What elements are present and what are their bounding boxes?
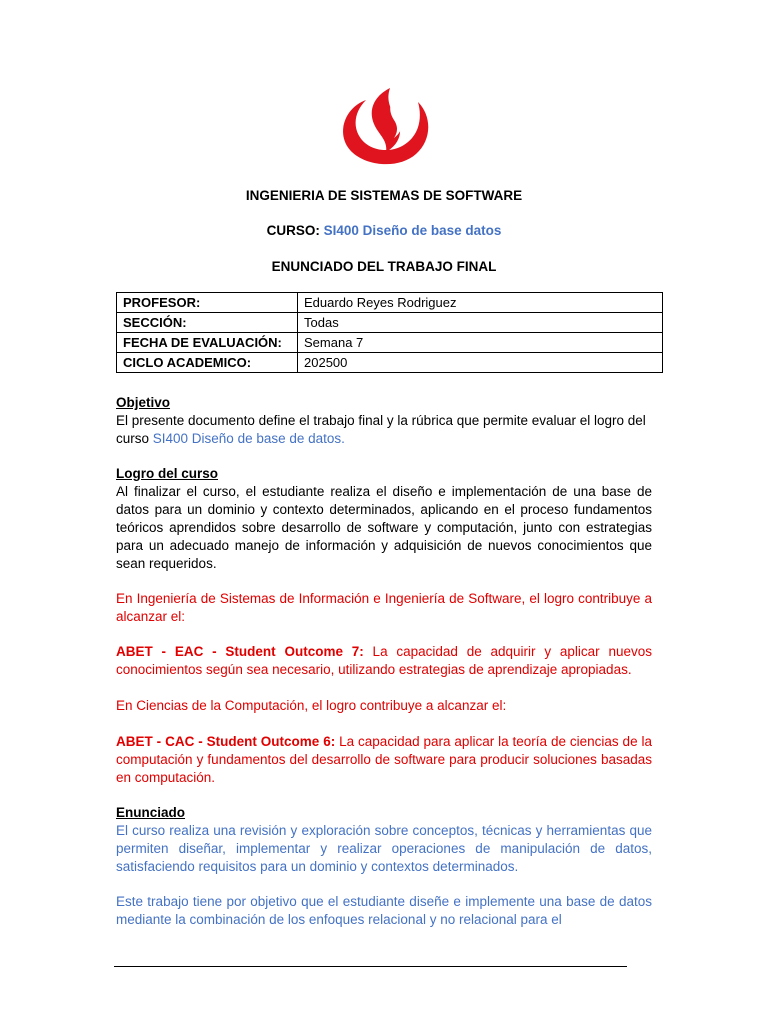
table-row <box>117 333 663 353</box>
objetivo-course-ref: SI400 Diseño de base de datos. <box>152 431 345 446</box>
table-value-cell: Todas <box>298 313 663 333</box>
document-title: ENUNCIADO DEL TRABAJO FINAL <box>271 259 497 274</box>
eac-label: ABET - EAC - Student Outcome 7: <box>116 644 364 659</box>
cac-text: La capacidad para aplicar la teoría de ciencias de la computación y fundamentos del desarrollo de software para producir soluciones basadas en computación. <box>116 734 652 785</box>
table-row <box>117 293 663 313</box>
isw-intro: En Ingeniería de Sistemas de Información e Ingeniería de Software, el logro contribuye a alcanzar el: <box>116 591 652 624</box>
eac-text: La capacidad de adquirir y aplicar nuevos conocimientos según sea necesario, utilizando estrategias de aprendizaje apropiadas. <box>116 644 652 677</box>
info-table <box>116 292 663 373</box>
objetivo-text <box>116 412 652 448</box>
logro-section <box>116 465 652 573</box>
table-row <box>117 353 663 373</box>
course-line <box>0 222 768 240</box>
course-name: SI400 Diseño de base datos <box>323 223 502 238</box>
university-logo-icon <box>338 86 432 168</box>
enunciado-p2: Este trabajo tiene por objetivo que el estudiante diseñe e implemente una base de datos mediante la combinación de los enfoques relacional y no relacional para el <box>116 894 652 927</box>
table-value-cell: Semana 7 <box>298 333 663 353</box>
enunciado-section <box>116 804 652 876</box>
faculty-title: INGENIERIA DE SISTEMAS DE SOFTWARE <box>245 188 523 203</box>
objetivo-body: El presente documento define el trabajo final y la rúbrica que permite evaluar el logro del curso <box>116 413 646 446</box>
footer-divider <box>114 966 627 967</box>
table-value-cell: Eduardo Reyes Rodriguez <box>298 293 663 313</box>
cc-intro: En Ciencias de la Computación, el logro contribuye a alcanzar el: <box>116 698 507 713</box>
table-label-cell: SECCIÓN: <box>117 313 298 333</box>
cac-outcome <box>116 733 652 787</box>
course-label: CURSO: <box>266 223 320 238</box>
table-label-cell: PROFESOR: <box>117 293 298 313</box>
eac-outcome <box>116 643 652 679</box>
objetivo-heading: Objetivo <box>116 395 171 410</box>
objetivo-section <box>116 394 652 448</box>
logro-heading: Logro del curso <box>116 466 219 481</box>
logro-text: Al finalizar el curso, el estudiante realiza el diseño e implementación de una base de datos para un dominio y contexto determinados, aplicando en el proceso fundamentos teóricos aprendidos sobre desarrollo de software y computación, junto con estrategias para un adecuado manejo de información y adquisición de nuevos conocimientos que sean requeridos. <box>116 484 652 571</box>
table-row <box>117 313 663 333</box>
enunciado-heading: Enunciado <box>116 805 186 820</box>
enunciado-p1: El curso realiza una revisión y exploración sobre conceptos, técnicas y herramientas que permiten diseñar, implementar y realizar operaciones de manipulación de datos, satisfaciendo requisitos para un dominio y contextos determinados. <box>116 823 652 874</box>
table-label-cell: CICLO ACADEMICO: <box>117 353 298 373</box>
table-value-cell: 202500 <box>298 353 663 373</box>
table-label-cell: FECHA DE EVALUACIÓN: <box>117 333 298 353</box>
cac-label: ABET - CAC - Student Outcome 6: <box>116 734 336 749</box>
